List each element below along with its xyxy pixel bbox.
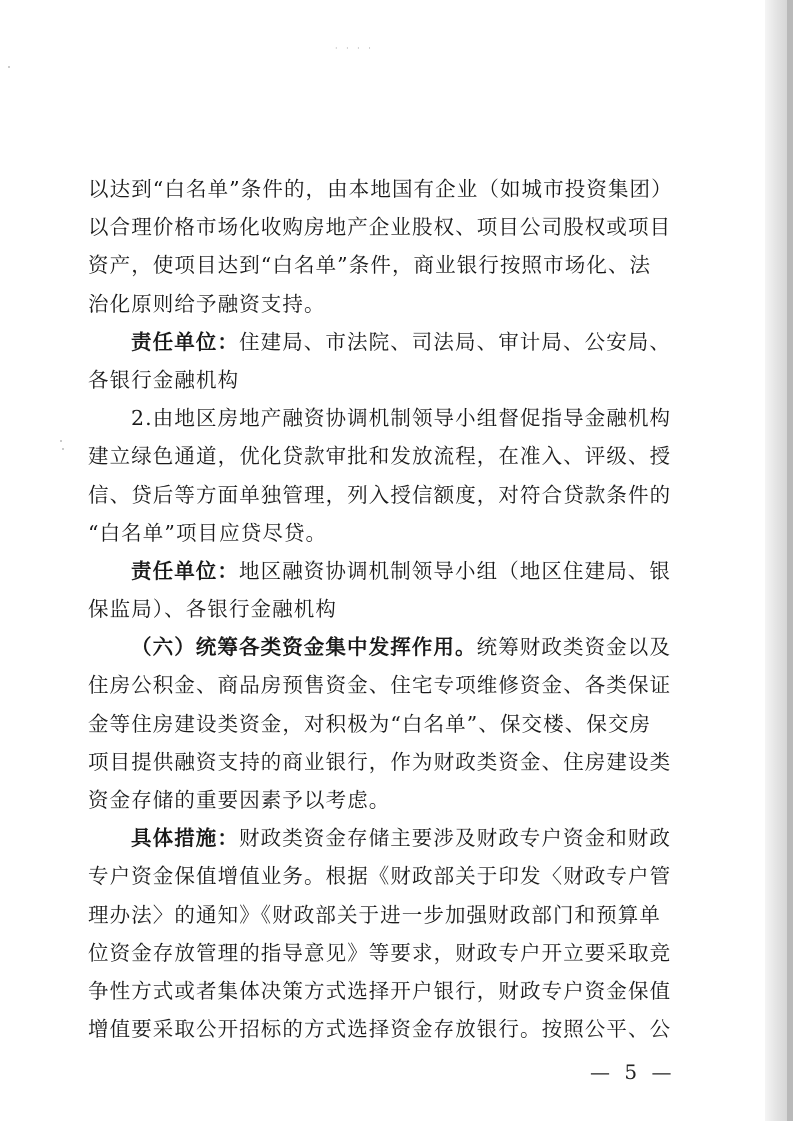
scan-speck [62,448,64,450]
section-heading-line: （六）统筹各类资金集中发挥作用。统筹财政类资金以及 [131,635,672,660]
body-line: 以合理价格市场化收购房地产企业股权、项目公司股权或项目 [88,215,672,240]
body-line: 资产，使项目达到“白名单”条件，商业银行按照市场化、法 [88,253,652,278]
body-line: 专户资金保值增值业务。根据《财政部关于印发〈财政专户管 [88,864,672,889]
numbered-item-line: 2.由地区房地产融资协调机制领导小组督促指导金融机构 [131,406,672,431]
specific-measures-line: 具体措施：财政类资金存储主要涉及财政专户资金和财政 [131,826,671,851]
responsible-units-label: 责任单位： [131,329,239,354]
body-line: 理办法〉的通知》《财政部关于进一步加强财政部门和预算单 [88,902,661,927]
body-line: 项目提供融资支持的商业银行，作为财政类资金、住房建设类 [88,749,672,774]
scan-speck [60,440,62,442]
responsible-units-label: 责任单位： [131,558,239,583]
section-heading: （六）统筹各类资金集中发挥作用。 [131,635,477,660]
body-line: 以达到“白名单”条件的，由本地国有企业（如城市投资集团） [88,177,673,201]
body-line: 治化原则给予融资支持。 [88,291,326,316]
body-line: 增值要采取公开招标的方式选择资金存放银行。按照公平、公 [88,1017,672,1042]
body-line: 住房公积金、商品房预售资金、住宅专项维修资金、各类保证 [88,673,672,698]
body-line: 建立绿色通道，优化贷款审批和发放流程，在准入、评级、授 [88,444,672,469]
specific-measures-label: 具体措施： [131,826,239,851]
body-line: 保监局）、各银行金融机构 [88,597,337,622]
document-body [88,170,678,1048]
scan-edge-border [787,0,793,1121]
body-line: 争性方式或者集体决策方式选择开户银行，财政专户资金保值 [88,978,672,1003]
body-line: 信、贷后等方面单独管理，列入授信额度，对符合贷款条件的 [88,482,672,507]
responsible-units-line: 责任单位：地区融资协调机制领导小组（地区住建局、银 [131,558,671,583]
scan-speck [8,66,10,68]
responsible-units-line: 责任单位：住建局、市法院、司法局、审计局、公安局、 [131,329,671,354]
body-line: 金等住房建设类资金，对积极为“白名单”、保交楼、保交房 [88,711,652,736]
body-line: 位资金存放管理的指导意见》等要求，财政专户开立要采取竞 [88,940,672,965]
page-number: — 5 — [590,1060,676,1084]
body-line: “白名单”项目应贷尽贷。 [88,520,328,545]
body-line: 资金存储的重要因素予以考虑。 [88,788,391,812]
body-line: 各银行金融机构 [88,367,240,392]
scan-artifact-mark: · · · · [335,44,374,53]
